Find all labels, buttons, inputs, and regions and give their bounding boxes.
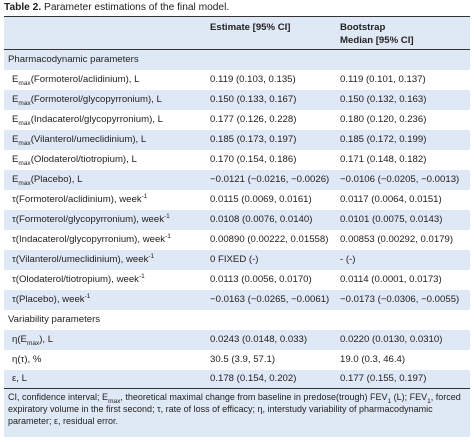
estimate-cell: 0.0115 (0.0069, 0.0161) (210, 194, 312, 205)
param-name: (Formoterol/glycopyrronium), L (30, 94, 162, 105)
table-row (4, 70, 470, 90)
parameter-cell (12, 210, 170, 230)
parameter-cell (12, 330, 53, 350)
bootstrap-cell: 0.0220 (0.0130, 0.0310) (340, 334, 443, 345)
header-bootstrap-line1: Bootstrap (340, 22, 386, 33)
table-number: Table 2. (4, 2, 42, 13)
bootstrap-cell: 0.177 (0.155, 0.197) (340, 373, 427, 384)
footnote-sub: 1 (427, 397, 431, 405)
param-sup: -1 (141, 192, 148, 200)
section-variability (4, 310, 470, 330)
estimate-cell: 0.170 (0.154, 0.186) (210, 154, 297, 165)
bootstrap-cell: - (-) (340, 254, 356, 265)
parameter-cell (12, 90, 162, 110)
bootstrap-cell: 19.0 (0.3, 46.4) (340, 354, 406, 365)
section-title: Variability parameters (8, 314, 101, 325)
section-title: Pharmacodynamic parameters (8, 54, 139, 65)
table-row (4, 110, 470, 130)
bootstrap-cell: 0.180 (0.120, 0.236) (340, 114, 427, 125)
parameter-cell (12, 230, 171, 250)
param-sub: max (18, 119, 31, 127)
estimate-cell: 0.185 (0.173, 0.197) (210, 134, 297, 145)
table-caption (4, 1, 229, 15)
footnote-text: CI, confidence interval; E (8, 392, 109, 402)
header-bootstrap-line2: Median [95% CI] (340, 35, 414, 46)
param-symbol: η (12, 354, 18, 365)
bootstrap-cell: 0.171 (0.148, 0.182) (340, 154, 427, 165)
param-symbol: τ (12, 274, 16, 285)
param-name: (Formoterol/aclidinium), L (30, 74, 140, 85)
footnote-sub: max (108, 397, 121, 405)
param-name: (Formoterol/aclidinium), week (15, 194, 142, 205)
table-row (4, 290, 470, 310)
param-symbol: τ (12, 194, 16, 205)
bootstrap-cell: 0.0114 (0.0001, 0.0173) (340, 274, 442, 285)
param-name: (Vilanterol/umeclidinium), week (15, 254, 149, 265)
param-sub: max (18, 159, 31, 167)
parameter-cell (12, 190, 147, 210)
parameter-cell (12, 110, 163, 130)
estimate-cell: 0.119 (0.103, 0.135) (210, 74, 296, 85)
estimate-cell: 0.0113 (0.0056, 0.0170) (210, 274, 312, 285)
estimate-cell: 0.00890 (0.00222, 0.01558) (210, 234, 329, 245)
footnote-text: (L); FEV (391, 392, 428, 402)
footnote-text: , theoretical maximal change from baseline in predose(trough) FEV (120, 392, 388, 402)
estimate-cell: 0 FIXED (-) (210, 254, 259, 265)
parameter-cell (12, 370, 27, 388)
bootstrap-cell: 0.0117 (0.0064, 0.0151) (340, 194, 442, 205)
param-name: (Placebo), week (15, 294, 85, 305)
param-name: (Placebo), L (30, 174, 83, 185)
estimate-cell: 0.178 (0.154, 0.202) (210, 373, 297, 384)
param-name: (Vilanterol/umeclidinium), L (30, 134, 147, 145)
param-symbol: τ (12, 214, 16, 225)
param-name: (Olodaterol/tiotropium), week (15, 274, 139, 285)
param-symbol: τ (12, 294, 16, 305)
table-title: Parameter estimations of the final model. (44, 2, 230, 13)
bootstrap-cell: 0.185 (0.172, 0.199) (340, 134, 427, 145)
param-sub: max (18, 139, 31, 147)
param-name: (Formoterol/glycopyrronium), week (15, 214, 165, 225)
param-prefix: (E (17, 334, 27, 345)
param-symbol: E (12, 74, 19, 85)
param-name: (Olodaterol/tiotropium), L (30, 154, 137, 165)
bootstrap-cell: 0.00853 (0.00292, 0.0179) (340, 234, 454, 245)
param-sup: -1 (148, 252, 155, 260)
bootstrap-cell: 0.150 (0.132, 0.163) (340, 94, 427, 105)
param-symbol: E (12, 134, 19, 145)
table-header (4, 17, 470, 49)
param-sub: max (18, 99, 31, 107)
parameter-cell (12, 130, 146, 150)
param-symbol: E (12, 154, 19, 165)
estimate-cell: 0.150 (0.133, 0.167) (210, 94, 297, 105)
estimate-cell: −0.0121 (−0.0216, −0.0026) (210, 174, 330, 185)
table-row (4, 250, 470, 270)
param-symbol: ε (12, 373, 17, 384)
param-sup: -1 (138, 272, 145, 280)
param-sup: -1 (84, 292, 91, 300)
estimate-cell: 0.0108 (0.0076, 0.0140) (210, 214, 313, 225)
table-row (4, 130, 470, 150)
bootstrap-cell: −0.0106 (−0.0205, −0.0013) (340, 174, 460, 185)
param-sub: max (26, 339, 40, 347)
estimate-cell: 30.5 (3.9, 57.1) (210, 354, 276, 365)
param-sup: -1 (165, 232, 171, 240)
table-row (4, 270, 470, 290)
parameter-cell (12, 170, 82, 190)
parameter-cell (12, 250, 154, 270)
table-footnote (4, 389, 470, 437)
param-name: (Indacaterol/glycopyrronium), week (15, 234, 166, 245)
param-name: , L (16, 373, 27, 384)
table-row (4, 190, 470, 210)
param-symbol: τ (12, 234, 16, 245)
param-sup: -1 (164, 212, 170, 220)
parameter-cell (12, 150, 137, 170)
estimate-cell: −0.0163 (−0.0265, −0.0061) (210, 294, 330, 305)
table-row (4, 330, 470, 350)
table-row (4, 150, 470, 170)
estimate-cell: 0.177 (0.126, 0.228) (210, 114, 297, 125)
param-symbol: E (12, 114, 19, 125)
param-name: (Indacaterol/glycopyrronium), L (30, 114, 163, 125)
bootstrap-cell: −0.0173 (−0.0306, −0.0055) (340, 294, 460, 305)
table-row (4, 90, 470, 110)
estimate-cell: 0.0243 (0.0148, 0.033) (210, 334, 308, 345)
param-symbol: η (12, 334, 18, 345)
parameter-cell (12, 290, 90, 310)
param-symbol: E (12, 174, 19, 185)
table-row (4, 370, 470, 388)
footnote-sub: 1 (387, 397, 392, 405)
bootstrap-cell: 0.0101 (0.0075, 0.0143) (340, 214, 443, 225)
parameter-cell (12, 270, 145, 290)
table-row (4, 230, 470, 250)
table-row (4, 210, 470, 230)
table-row (4, 350, 470, 370)
parameter-cell (12, 70, 139, 90)
header-estimate: Estimate [95% CI] (210, 22, 291, 33)
section-pharmacodynamic (4, 50, 470, 70)
table-row (4, 170, 470, 190)
footnote-text: , forced expiratory volume in the first second; τ, rate of loss of efficacy; η, interstudy variability of pharmacodynamic parameter; ε, residual error. (8, 392, 461, 426)
param-sub: max (18, 179, 31, 187)
param-symbol: τ (12, 254, 16, 265)
param-sub: max (18, 79, 31, 87)
parameter-cell (12, 350, 41, 370)
param-symbol: E (12, 94, 19, 105)
param-name: ), L (39, 334, 54, 345)
bootstrap-cell: 0.119 (0.101, 0.137) (340, 74, 426, 85)
param-name: (τ), % (17, 354, 42, 365)
